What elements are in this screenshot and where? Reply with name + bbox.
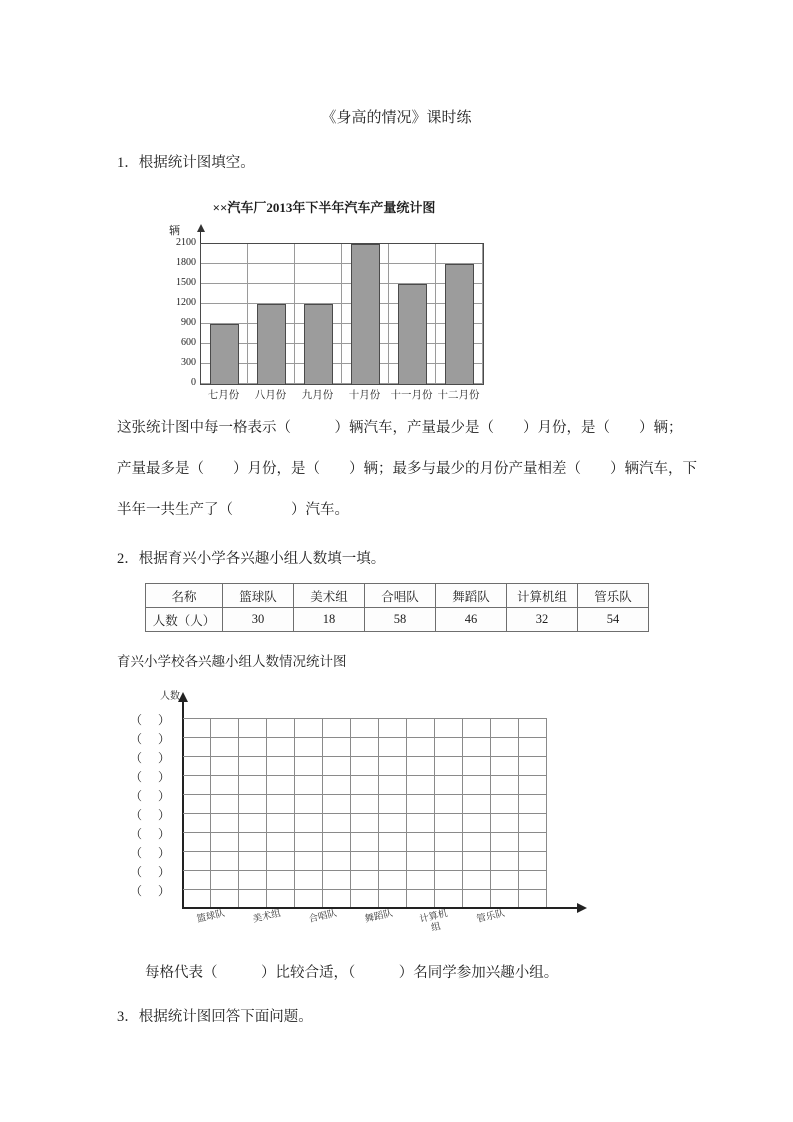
chart2-yaxis-blank: （ ） [130, 732, 173, 746]
chart1-bar-十一月份 [398, 284, 427, 384]
chart2-yaxis-blank: （ ） [130, 770, 173, 784]
chart1-xlabel-八月份: 八月份 [254, 390, 287, 401]
chart1-bar-十二月份 [445, 264, 474, 384]
chart2-xlabel-管乐队: 管乐队 [475, 908, 506, 926]
chart1-ytick-600: 600 [181, 337, 196, 348]
chart2-yaxis-blank: （ ） [130, 808, 173, 822]
chart1-bar-八月份 [257, 304, 286, 384]
table-header-名称: 名称 [146, 584, 223, 608]
chart2-yaxis-blank: （ ） [130, 884, 173, 898]
chart2-x-axis-labels [128, 683, 608, 955]
table-header-row [146, 584, 649, 608]
chart2-yaxis-blank: （ ） [130, 846, 173, 860]
chart2-yaxis-blank: （ ） [130, 789, 173, 803]
chart2-xlabel-合唱队: 合唱队 [307, 908, 338, 926]
chart1-xlabel-七月份: 七月份 [207, 390, 240, 401]
chart1-xlabel-十月份: 十月份 [348, 390, 381, 401]
chart1-x-axis-labels [200, 387, 482, 402]
table-value-cell: 18 [294, 608, 365, 632]
table-value-cell: 54 [578, 608, 649, 632]
chart2-xlabel-舞蹈队: 舞蹈队 [363, 908, 394, 926]
chart1-ytick-0: 0 [191, 377, 196, 388]
interest-groups-empty-chart [128, 683, 608, 955]
table-header-篮球队: 篮球队 [223, 584, 294, 608]
chart2-xlabel-计算机组: 计算机组 [418, 909, 449, 934]
chart2-yaxis-blank: （ ） [130, 751, 173, 765]
chart1-ytick-1200: 1200 [176, 297, 196, 308]
q1-fill-line-1: 这张统计图中每一格表示（ ）辆汽车，产量最少是（ ）月份，是（ ）辆； [117, 420, 683, 436]
chart1-ytick-900: 900 [181, 317, 196, 328]
table-header-计算机组: 计算机组 [507, 584, 578, 608]
chart2-xlabel-美术组: 美术组 [251, 908, 282, 926]
page-title: 《身高的情况》课时练 [321, 110, 472, 126]
table-data-row [146, 608, 649, 632]
question-3-prompt: 3．根据统计图回答下面问题。 [117, 1009, 313, 1025]
q2-fill-line: 每格代表（ ）比较合适，（ ）名同学参加兴趣小组。 [145, 965, 559, 981]
chart2-caption: 育兴小学校各兴趣小组人数情况统计图 [117, 654, 347, 669]
chart2-yaxis-blank: （ ） [130, 827, 173, 841]
chart1-ytick-2100: 2100 [176, 237, 196, 248]
table-row-label: 人数（人） [146, 608, 223, 632]
table-header-合唱队: 合唱队 [365, 584, 436, 608]
chart2-xlabel-篮球队: 篮球队 [195, 908, 226, 926]
table-value-cell: 46 [436, 608, 507, 632]
interest-groups-table [145, 583, 649, 632]
chart1-xlabel-十二月份: 十二月份 [437, 390, 480, 401]
chart1-ytick-1800: 1800 [176, 257, 196, 268]
chart1-plot-area [200, 243, 484, 385]
q1-fill-paragraph [117, 408, 697, 531]
q1-fill-line-2: 产量最多是（ ）月份，是（ ）辆；最多与最少的月份产量相差（ ）辆汽车，下 [117, 461, 697, 477]
chart1-xlabel-九月份: 九月份 [301, 390, 334, 401]
chart1-xlabel-十一月份: 十一月份 [390, 390, 433, 401]
table-value-cell: 58 [365, 608, 436, 632]
table-header-美术组: 美术组 [294, 584, 365, 608]
chart1-ytick-1500: 1500 [176, 277, 196, 288]
chart2-y-axis-label: 人数 [160, 691, 180, 702]
chart1-bar-七月份 [210, 324, 239, 384]
chart1-bar-九月份 [304, 304, 333, 384]
chart1-title: ××汽车厂2013年下半年汽车产量统计图 [212, 200, 436, 215]
question-2-prompt: 2．根据育兴小学各兴趣小组人数填一填。 [117, 551, 386, 567]
q1-fill-line-3: 半年一共生产了（ ）汽车。 [117, 502, 349, 518]
chart1-y-axis-unit: 辆 [169, 225, 180, 237]
chart1-ytick-300: 300 [181, 357, 196, 368]
chart1-bar-十月份 [351, 244, 380, 384]
table-header-舞蹈队: 舞蹈队 [436, 584, 507, 608]
question-1-prompt: 1．根据统计图填空。 [117, 155, 255, 171]
chart2-yaxis-blank: （ ） [130, 713, 173, 727]
table-value-cell: 32 [507, 608, 578, 632]
table-header-管乐队: 管乐队 [578, 584, 649, 608]
car-production-bar-chart [163, 197, 493, 402]
chart2-yaxis-blank: （ ） [130, 865, 173, 879]
table-value-cell: 30 [223, 608, 294, 632]
